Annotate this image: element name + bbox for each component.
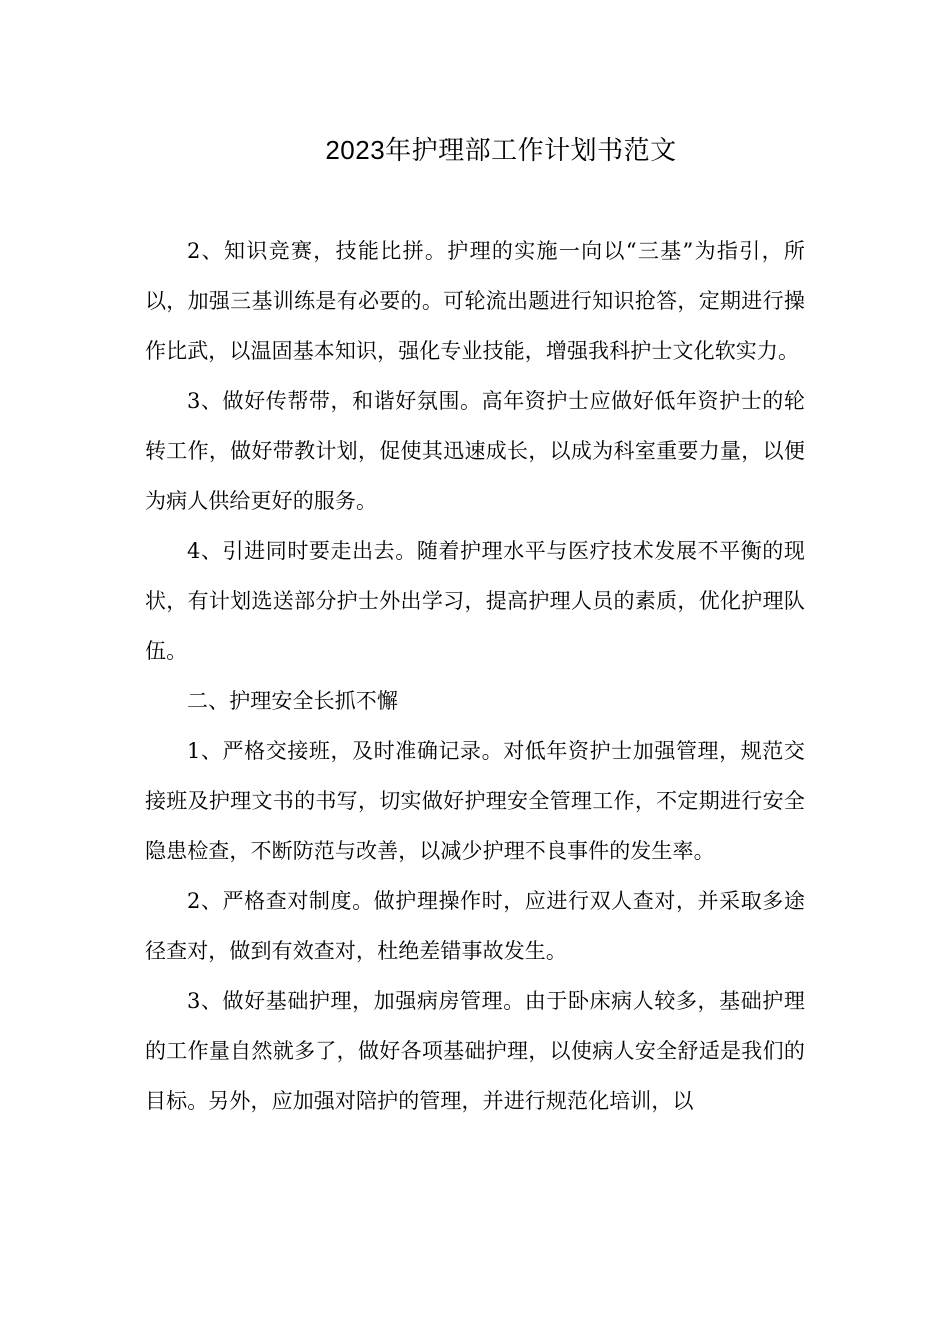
paragraph-shift-handover: 1、严格交接班，及时准确记录。对低年资护士加强管理，规范交接班及护理文书的书写，切实做好护理安全管理工作，不定期进行安全隐患检查，不断防范与改善，以减少护理不良事件的发生率。 — [145, 739, 805, 863]
section-heading-nursing-safety: 二、护理安全长抓不懈 — [187, 689, 398, 713]
document-body — [145, 226, 805, 1126]
paragraph-basic-care: 3、做好基础护理，加强病房管理。由于卧床病人较多，基础护理的工作量自然就多了，做好各项基础护理，以使病人安全舒适是我们的目标。另外，应加强对陪护的管理，并进行规范化培训，以 — [145, 989, 805, 1113]
paragraph-training-abroad: 4、引进同时要走出去。随着护理水平与医疗技术发展不平衡的现状，有计划选送部分护士外出学习，提高护理人员的素质，优化护理队伍。 — [145, 539, 805, 663]
paragraph-mentoring: 3、做好传帮带，和谐好氛围。高年资护士应做好低年资护士的轮转工作，做好带教计划，促使其迅速成长，以成为科室重要力量，以便为病人供给更好的服务。 — [145, 389, 805, 513]
document-title: 2023年护理部工作计划书范文 — [325, 135, 677, 165]
paragraph-verification: 2、严格查对制度。做护理操作时，应进行双人查对，并采取多途径查对，做到有效查对，杜绝差错事故发生。 — [145, 889, 805, 963]
paragraph-knowledge-competition: 2、知识竞赛，技能比拼。护理的实施一向以“三基”为指引，所以，加强三基训练是有必要的。可轮流出题进行知识抢答，定期进行操作比武，以温固基本知识，强化专业技能，增强我科护士文化软实力。 — [145, 239, 805, 363]
